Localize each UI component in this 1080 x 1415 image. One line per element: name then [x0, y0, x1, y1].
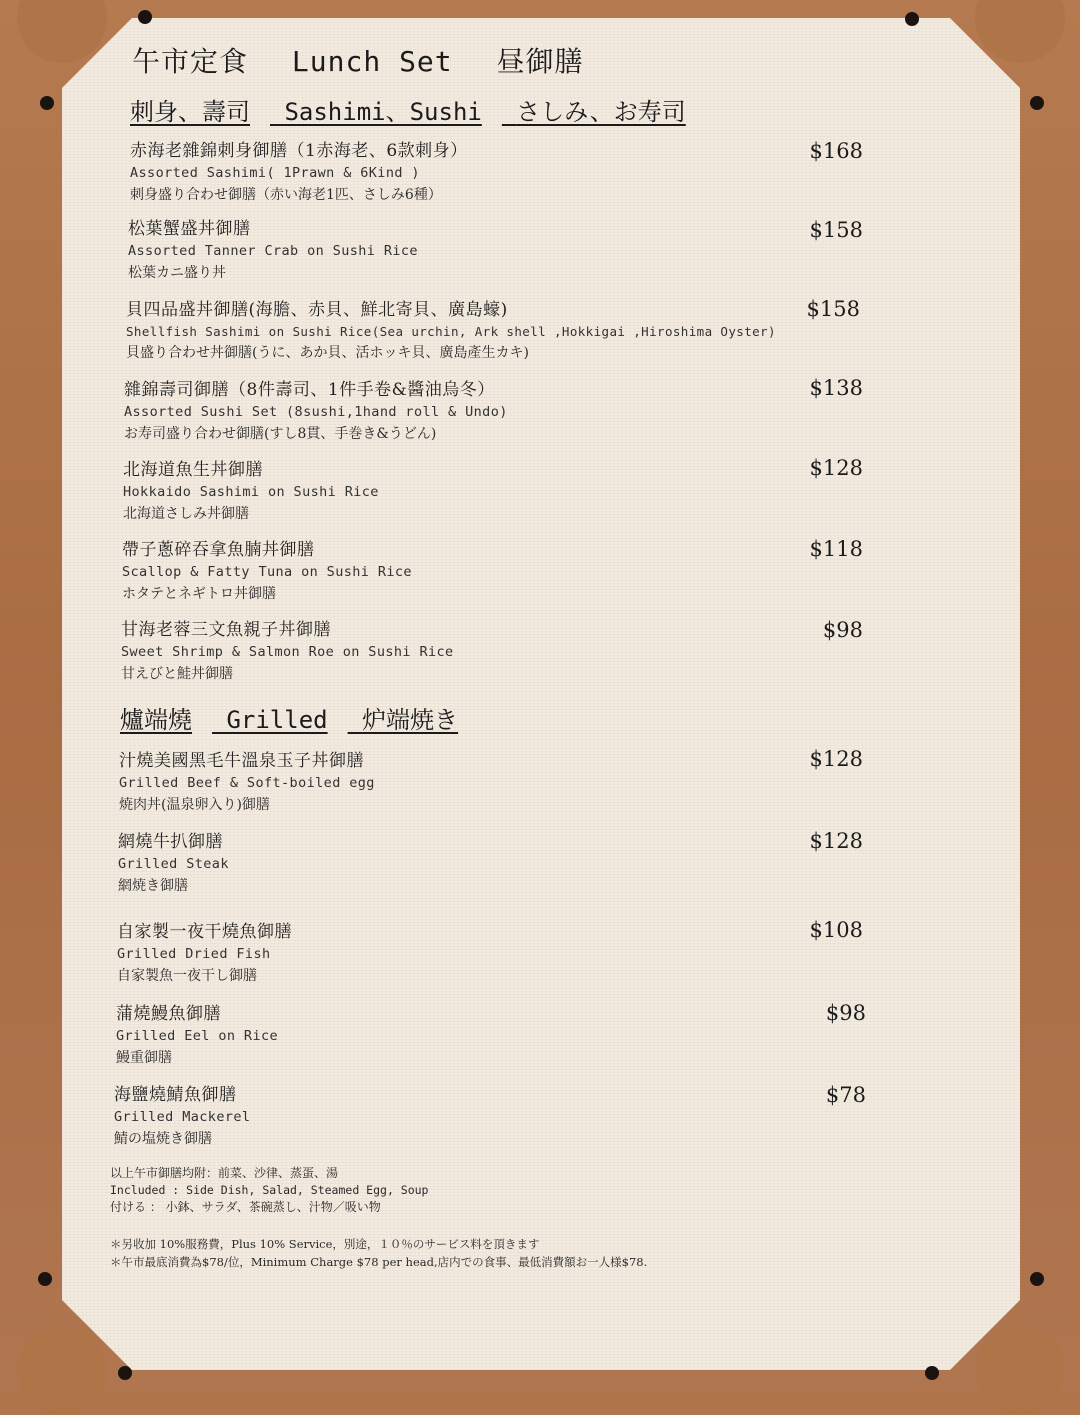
item-name-zh: 甘海老蓉三文魚親子丼御膳	[121, 620, 331, 640]
menu-item	[124, 375, 884, 443]
item-name-jp: 刺身盛り合わせ御膳（赤い海老1匹、さしみ6種）	[130, 187, 442, 203]
item-name-jp: ホタテとネギトロ丼御膳	[122, 586, 276, 602]
item-price: $108	[809, 918, 863, 942]
service-charge-note: ＊另收加 10%服務費，Plus 10% Service，別途，１０％のサービス料を頂きます	[110, 1237, 540, 1251]
item-name-jp: 貝盛り合わせ丼御膳(うに、あか貝、活ホッキ貝、廣島產生カキ)	[126, 345, 529, 361]
item-name-en: Sweet Shrimp & Salmon Roe on Sushi Rice	[121, 644, 454, 660]
minimum-charge-note: ＊午市最底消費為$78/位，Minimum Charge $78 per head,店内での食事、最低消費額お一人様$78.	[110, 1255, 648, 1269]
corner-hole	[118, 1366, 132, 1380]
item-name-jp: 松葉カニ盛り丼	[128, 265, 226, 281]
corner-hole	[905, 12, 919, 26]
item-name-jp: 鰻重御膳	[116, 1050, 172, 1066]
item-name-zh: 帶子蔥碎吞拿魚腩丼御膳	[122, 540, 315, 560]
menu-item	[119, 746, 879, 814]
section-heading-grilled	[120, 700, 478, 735]
item-price: $118	[809, 537, 863, 561]
item-name-jp: 自家製魚一夜干し御膳	[117, 968, 257, 984]
item-price: $78	[825, 1083, 866, 1107]
title-zh: 午市定食	[132, 45, 249, 78]
item-name-zh: 自家製一夜干燒魚御膳	[117, 922, 292, 942]
corner-hole	[1030, 1272, 1044, 1286]
menu-item	[123, 455, 883, 523]
item-price: $158	[809, 218, 863, 242]
item-name-jp: 網焼き御膳	[118, 878, 188, 894]
item-price: $128	[809, 747, 863, 771]
item-name-zh: 北海道魚生丼御膳	[123, 460, 263, 480]
item-name-zh: 汁燒美國黑毛牛溫泉玉子丼御膳	[119, 751, 364, 771]
item-price: $128	[809, 456, 863, 480]
menu-item	[118, 827, 878, 895]
footer-notes	[110, 1235, 647, 1271]
section-en: Grilled	[226, 706, 328, 734]
title-jp: 昼御膳	[496, 45, 584, 78]
item-name-zh: 松葉蟹盛丼御膳	[128, 219, 251, 239]
menu-item	[114, 1080, 874, 1148]
corner-hole	[138, 10, 152, 24]
item-price: $138	[809, 376, 863, 400]
item-name-en: Assorted Sushi Set (8sushi,1hand roll & Undo)	[124, 404, 508, 420]
notes-en: Included : Side Dish, Salad, Steamed Egg, Soup	[110, 1183, 429, 1197]
item-name-jp: 甘えびと鮭丼御膳	[121, 666, 233, 682]
item-name-zh: 貝四品盛丼御膳(海膽、赤貝、鮮北寄貝、廣島蠔)	[126, 300, 508, 320]
item-name-en: Grilled Steak	[118, 856, 229, 872]
corner-bottom-right	[975, 1325, 1065, 1415]
menu-item	[121, 615, 881, 683]
item-name-zh: 赤海老雜錦刺身御膳（1赤海老、6款刺身）	[130, 141, 468, 161]
item-name-en: Grilled Dried Fish	[117, 946, 271, 962]
item-name-en: Assorted Sashimi( 1Prawn & 6Kind )	[130, 165, 420, 181]
item-price: $98	[825, 1001, 866, 1025]
item-name-en: Assorted Tanner Crab on Sushi Rice	[128, 243, 418, 259]
item-name-zh: 網燒牛扒御膳	[118, 832, 223, 852]
item-price: $158	[806, 297, 860, 321]
title-en: Lunch Set	[291, 45, 453, 78]
item-name-jp: 鯖の塩焼き御膳	[114, 1131, 212, 1147]
item-name-en: Shellfish Sashimi on Sushi Rice(Sea urchin, Ark shell ,Hokkigai ,Hiroshima Oyster)	[126, 324, 776, 339]
section-jp: 炉端焼き	[362, 706, 459, 734]
section-jp: さしみ、お寿司	[516, 98, 686, 126]
included-notes	[110, 1165, 429, 1216]
item-name-en: Grilled Mackerel	[114, 1109, 251, 1125]
corner-hole	[40, 96, 54, 110]
notes-jp: 付ける ： 小鉢、サラダ、茶碗蒸し、汁物／吸い物	[110, 1200, 381, 1214]
corner-hole	[38, 1272, 52, 1286]
item-name-zh: 海鹽燒鯖魚御膳	[114, 1085, 237, 1105]
item-name-en: Grilled Eel on Rice	[116, 1028, 279, 1044]
item-price: $128	[809, 829, 863, 853]
item-name-jp: 北海道さしみ丼御膳	[123, 506, 249, 522]
item-name-zh: 雜錦壽司御膳（8件壽司、1件手卷&醬油烏冬）	[124, 380, 495, 400]
menu-title	[132, 40, 618, 80]
corner-hole	[925, 1366, 939, 1380]
corner-bottom-left	[17, 1325, 107, 1415]
item-name-en: Grilled Beef & Soft-boiled egg	[119, 775, 375, 791]
item-name-jp: 焼肉丼(温泉卵入り)御膳	[119, 797, 270, 813]
notes-zh: 以上午市御膳均附：前菜、沙律、蒸蛋、湯	[110, 1166, 339, 1180]
section-heading-sashimi	[130, 92, 706, 127]
section-zh: 爐端燒	[120, 706, 192, 734]
menu-item	[122, 535, 882, 603]
corner-hole	[1030, 96, 1044, 110]
section-zh: 刺身、壽司	[130, 98, 250, 126]
item-name-zh: 蒲燒鰻魚御膳	[116, 1004, 221, 1024]
menu-item	[117, 917, 877, 985]
item-price: $168	[809, 139, 863, 163]
item-name-en: Hokkaido Sashimi on Sushi Rice	[123, 484, 379, 500]
item-price: $98	[822, 618, 863, 642]
item-name-en: Scallop & Fatty Tuna on Sushi Rice	[122, 564, 412, 580]
menu-item	[116, 999, 876, 1067]
section-en: Sashimi、Sushi	[284, 98, 482, 126]
item-name-jp: お寿司盛り合わせ御膳(すし8貫、手巻き&うどん)	[124, 426, 437, 442]
